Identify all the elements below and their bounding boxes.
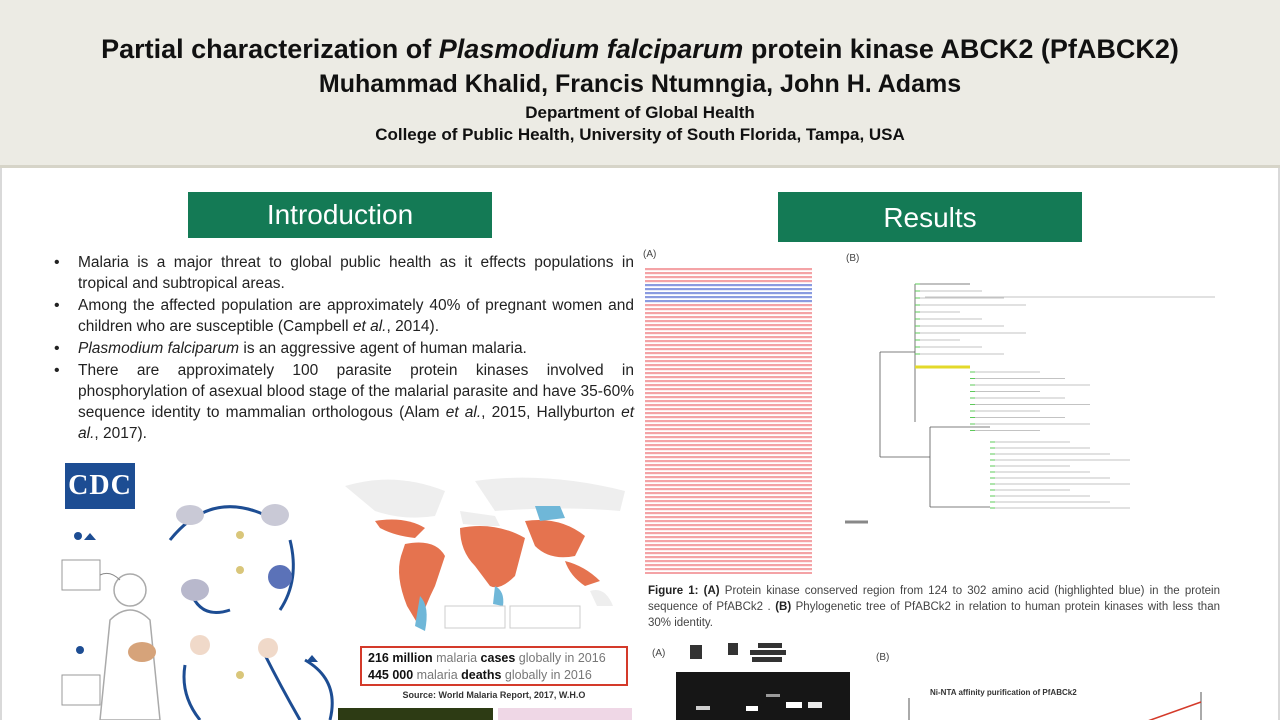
panel2-b-label: (B) [876, 652, 890, 663]
introduction-heading: Introduction [188, 192, 492, 238]
poster-header [0, 0, 1280, 168]
left-border [0, 168, 2, 720]
panel-a-label: (A) [643, 249, 657, 260]
phylogenetic-tree [840, 262, 1220, 532]
deaths-line: 445 000 malaria deaths globally in 2016 [368, 668, 592, 682]
sequence-alignment [645, 268, 812, 574]
college: College of Public Health, University of South Florida, Tampa, USA [375, 125, 905, 144]
intro-bullet-3: • Plasmodium falciparum is an aggressive agent of human malaria. [52, 338, 634, 359]
map-source: Source: World Malaria Report, 2017, W.H.O [402, 690, 586, 700]
purification-chart [905, 690, 1213, 720]
intro-bullet-4: • There are approximately 100 parasite protein kinases involved in phosphorylation of asexual blood stage of the malarial parasite and have 35-60% sequence identity to mammalian orthologous (Alam et al., 2015, Hallyburton et al., 2017). [52, 360, 634, 444]
sds-page-gel [676, 672, 850, 720]
intro-bullet-1: • Malaria is a major threat to global public health as it effects populations in tropical and subtropical areas. [52, 252, 634, 294]
malaria-burden-box [360, 646, 628, 686]
figure-1-caption: Figure 1: (A) Protein kinase conserved region from 124 to 302 amino acid (highlighted blue) in the protein sequence of PfABCk2 . (B) Phylogenetic tree of PfABCk2 in relation to human protein kinases with less than 30% identity. [648, 585, 1220, 629]
department: Department of Global Health [525, 103, 755, 122]
introduction-bullets [52, 252, 634, 445]
blood-smear-photo [498, 708, 632, 720]
purification-chart-title: Ni-NTA affinity purification of PfABCk2 [930, 688, 1077, 697]
panel2-a-label: (A) [652, 648, 666, 659]
malaria-world-map [335, 466, 635, 644]
results-heading: Results [778, 192, 1082, 242]
panel-b-label: (B) [846, 253, 860, 264]
gel-lane-labels [688, 641, 828, 669]
cases-line: 216 million malaria cases globally in 2016 [368, 651, 606, 665]
mosquito-photo [338, 708, 493, 720]
cdc-logo: CDC [65, 463, 135, 509]
intro-bullet-2: • Among the affected population are approximately 40% of pregnant women and children who are susceptible (Campbell et al., 2014). [52, 295, 634, 337]
poster-title: Partial characterization of Plasmodium falciparum protein kinase ABCK2 (PfABCK2) [101, 34, 1179, 64]
poster-authors: Muhammad Khalid, Francis Ntumngia, John H. Adams [318, 70, 962, 98]
